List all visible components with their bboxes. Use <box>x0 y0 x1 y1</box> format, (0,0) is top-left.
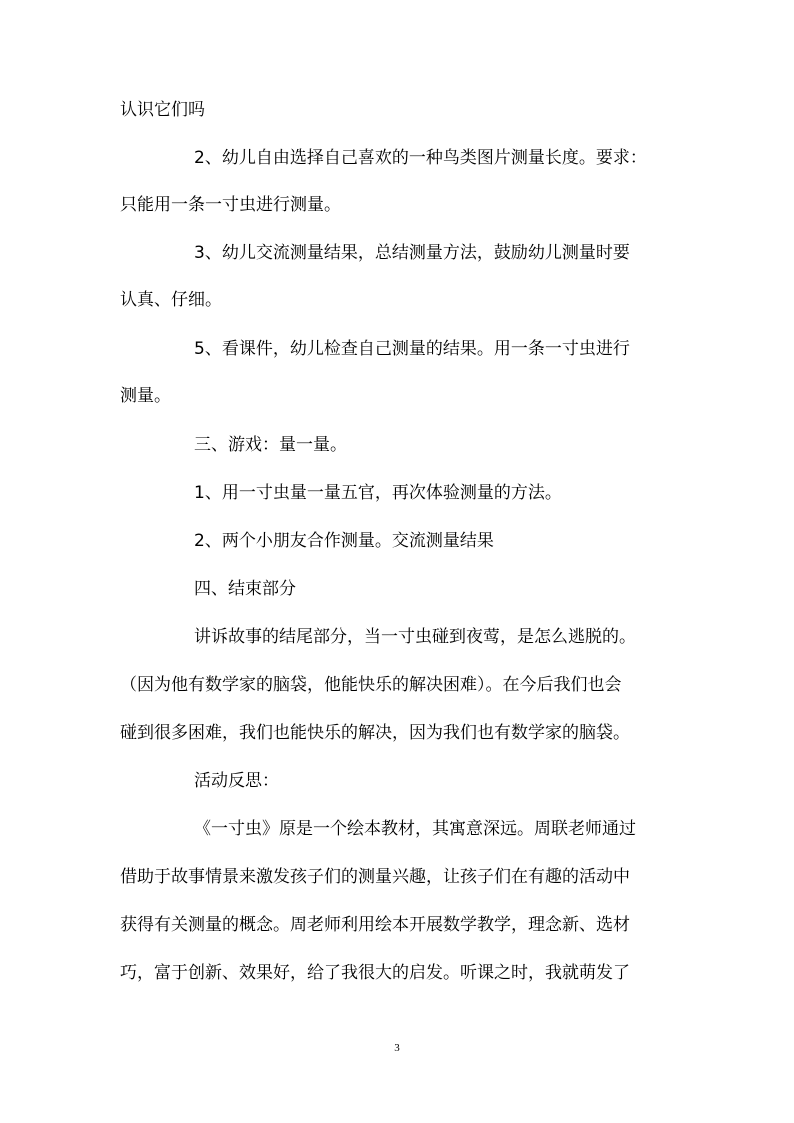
text-line-9: 1、用一寸虫量一量五官，再次体验测量的方法。 <box>194 483 562 503</box>
text-line-18: 获得有关测量的概念。周老师利用绘本开展数学教学，理念新、选材 <box>120 915 630 935</box>
page-number: 3 <box>394 1042 400 1054</box>
text-line-17: 借助于故事情景来激发孩子们的测量兴趣，让孩子们在有趣的活动中 <box>120 867 630 887</box>
text-line-2: 2、幼儿自由选择自己喜欢的一种鸟类图片测量长度。要求： <box>194 148 647 168</box>
text-line-7: 测量。 <box>120 386 171 406</box>
text-line-16: 《一寸虫》原是一个绘本教材，其寓意深远。周联老师通过 <box>194 819 636 839</box>
section-heading-game: 三、游戏：量一量。 <box>194 435 347 455</box>
text-line-14: 碰到很多困难，我们也能快乐的解决，因为我们也有数学家的脑袋。 <box>120 723 630 743</box>
text-line-13: （因为他有数学家的脑袋，他能快乐的解决困难）。在今后我们也会 <box>120 675 622 695</box>
text-line-6: 5、看课件，幼儿检查自己测量的结果。用一条一寸虫进行 <box>194 339 630 359</box>
text-line-4: 3、幼儿交流测量结果，总结测量方法，鼓励幼儿测量时要 <box>194 243 630 263</box>
section-heading-ending: 四、结束部分 <box>194 579 296 599</box>
text-line-19: 巧，富于创新、效果好，给了我很大的启发。听课之时，我就萌发了 <box>120 963 630 983</box>
text-line-10: 2、两个小朋友合作测量。交流测量结果 <box>194 531 494 551</box>
text-line-5: 认真、仔细。 <box>120 290 222 310</box>
text-line-12: 讲诉故事的结尾部分，当一寸虫碰到夜莺，是怎么逃脱的。 <box>194 627 636 647</box>
text-line-1: 认识它们吗 <box>120 100 205 120</box>
section-heading-reflection: 活动反思： <box>194 771 279 791</box>
text-line-3: 只能用一条一寸虫进行测量。 <box>120 195 341 215</box>
